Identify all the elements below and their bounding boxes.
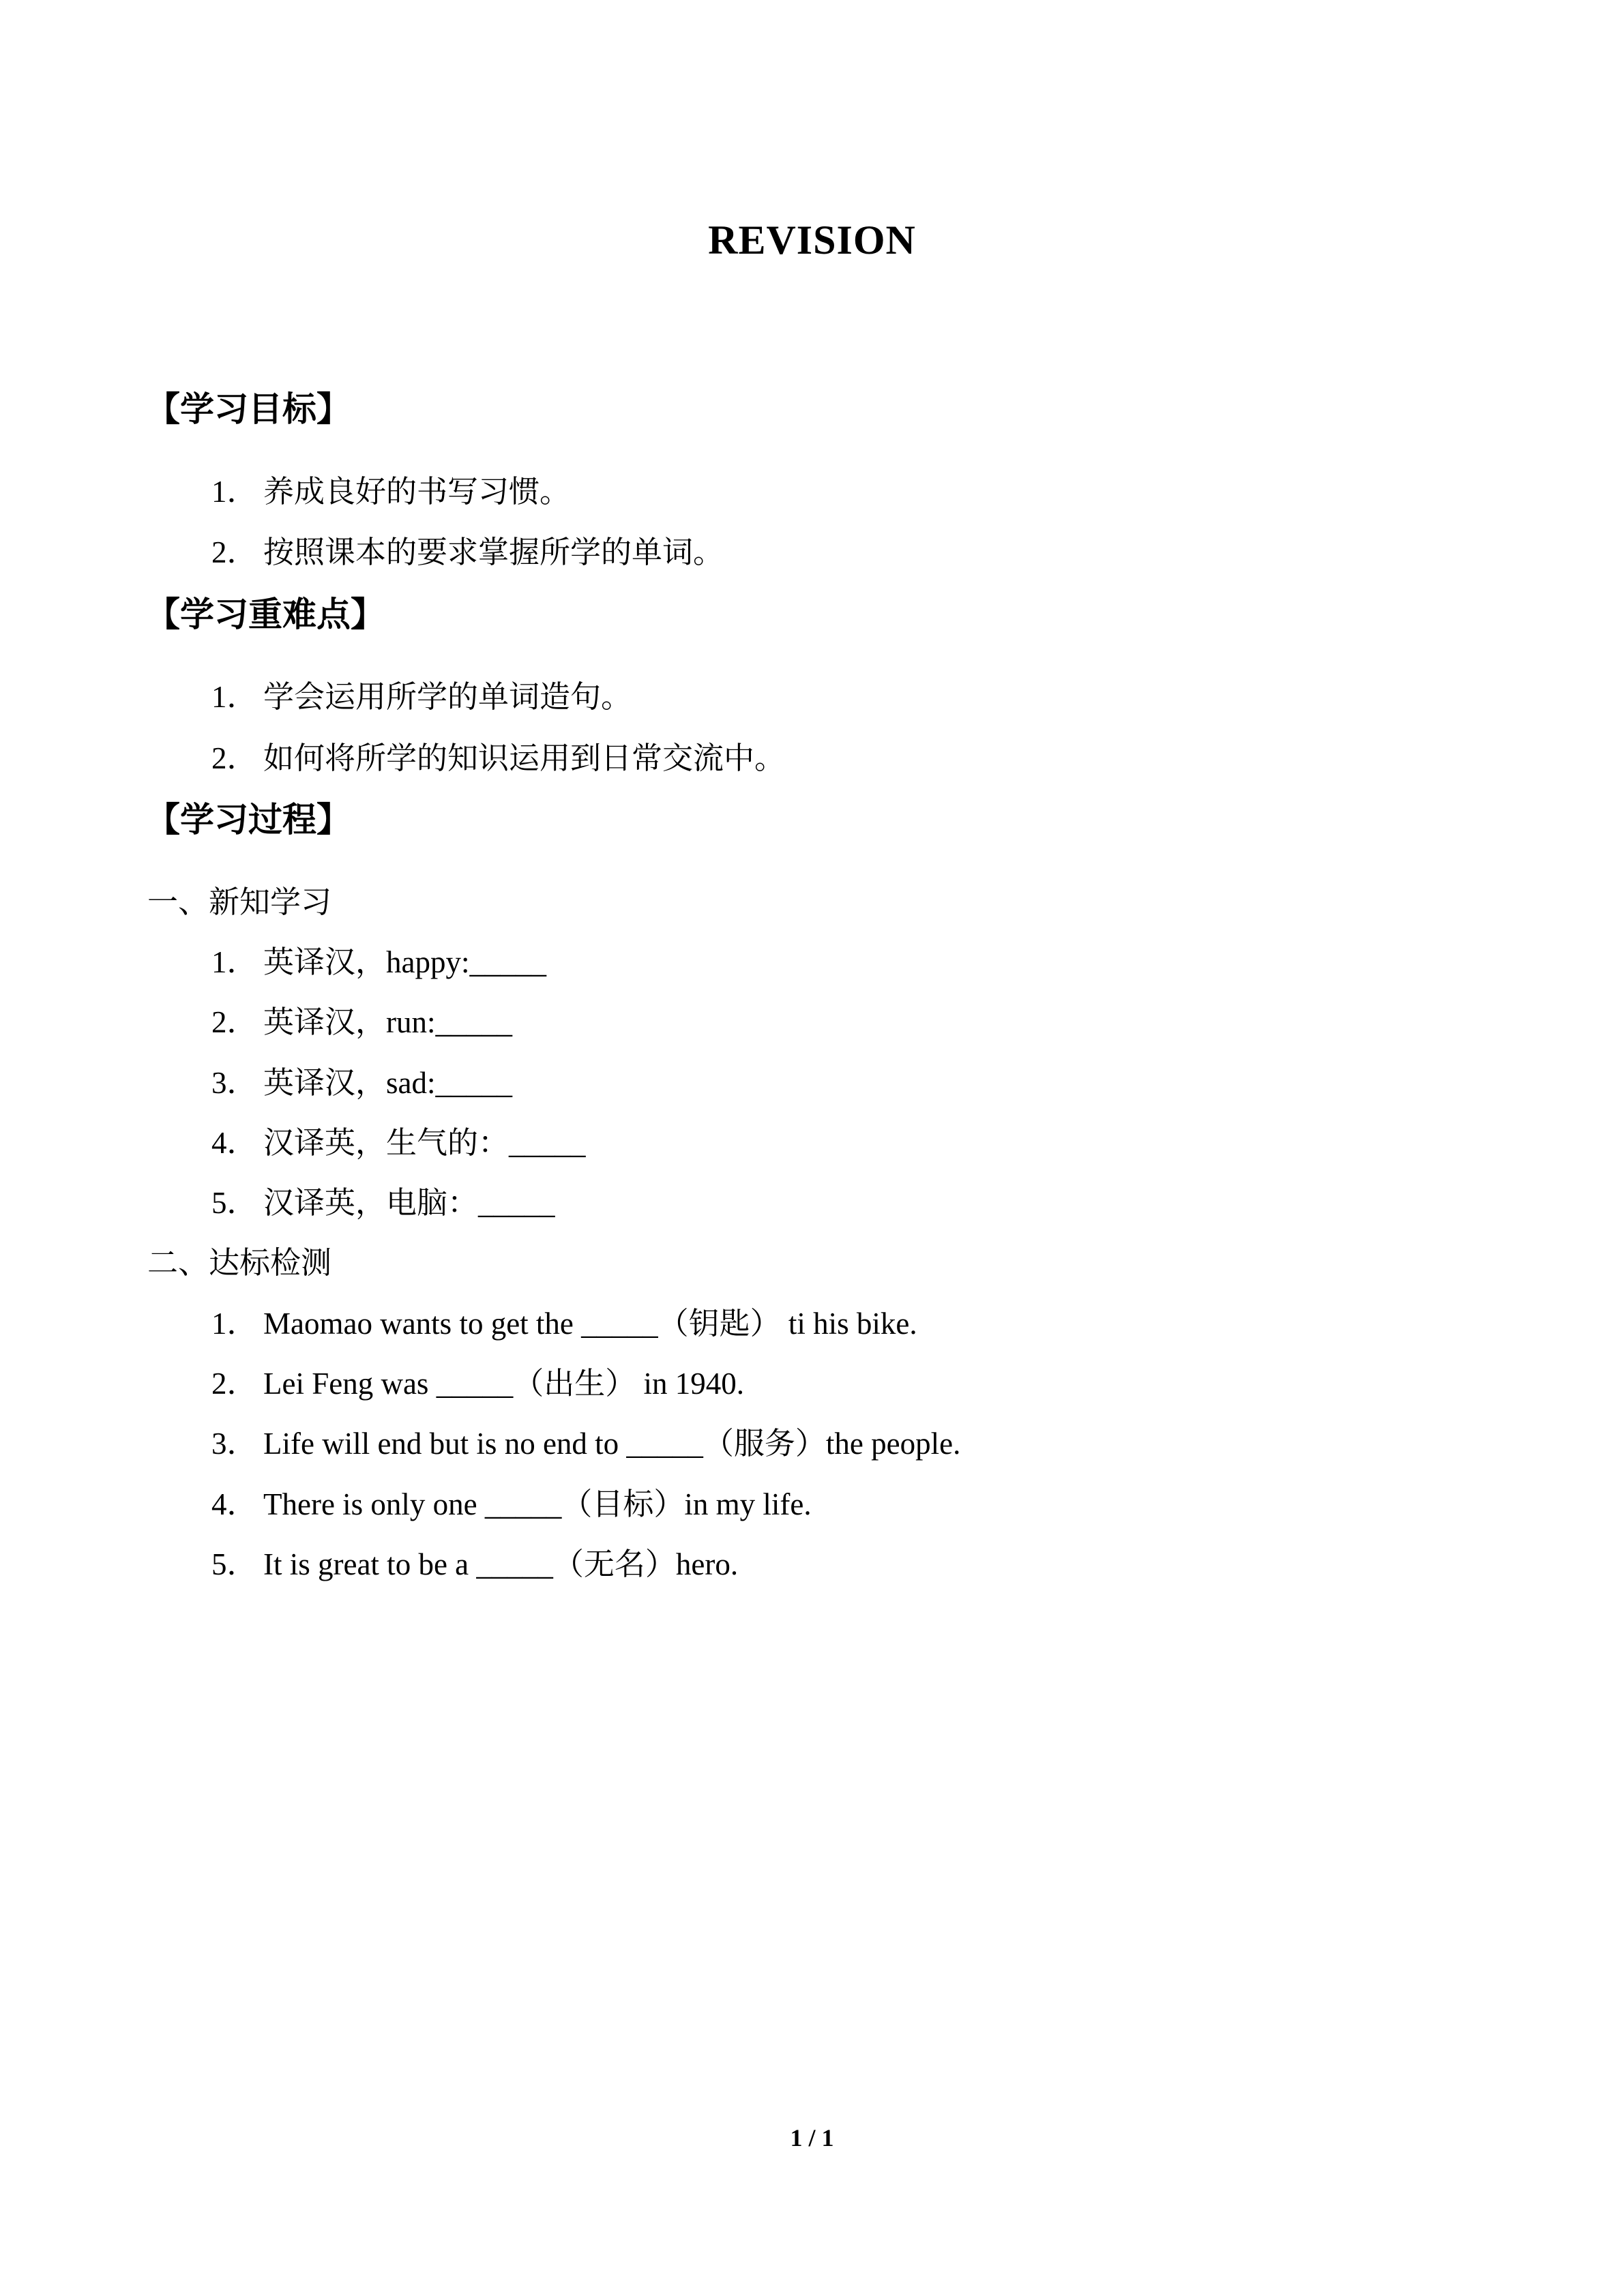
exercise-item [211,1002,512,1043]
item-text: 如何将所学的知识运用到日常交流中。 [263,741,786,775]
item-text: Lei Feng was _____（出生） in 1940. [263,1367,744,1401]
key-point-item [211,738,785,779]
item-text: 英译汉，run:_____ [263,1005,512,1039]
item-number: 2． [211,741,258,775]
item-text: 按照课本的要求掌握所学的单词。 [263,535,724,569]
item-text: 汉译英，电脑：_____ [263,1186,555,1220]
exercise-item [211,1303,917,1344]
item-text: 汉译英，生气的：_____ [263,1126,586,1160]
exercise-item [211,1363,744,1404]
item-number: 1． [211,1307,258,1341]
sub-heading-assessment: 二、达标检测 [147,1246,332,1280]
item-number: 1． [211,680,258,714]
section-heading-process: 【学习过程】 [146,800,351,839]
item-number: 2． [211,1367,258,1401]
key-point-item [211,676,632,717]
section-heading-goals: 【学习目标】 [146,389,351,429]
item-text: 学会运用所学的单词造句。 [263,680,632,714]
exercise-item [211,1544,738,1585]
item-number: 5． [211,1186,258,1220]
item-text: Maomao wants to get the _____（钥匙） ti his bike. [263,1307,917,1341]
item-text: Life will end but is no end to _____（服务）the people. [263,1427,961,1461]
exercise-item [211,1062,512,1103]
item-text: There is only one _____（目标）in my life. [263,1487,812,1521]
exercise-item [211,942,546,983]
exercise-item [211,1423,960,1464]
item-number: 4． [211,1487,258,1521]
item-text: It is great to be a _____（无名）hero. [263,1547,739,1581]
item-number: 5． [211,1547,258,1581]
item-number: 2． [211,535,258,569]
item-text: 养成良好的书写习惯。 [263,475,571,509]
page-number: 1 / 1 [790,2124,834,2151]
exercise-item [211,1122,586,1163]
item-number: 1． [211,475,258,509]
goal-item [211,532,724,573]
item-number: 4． [211,1126,258,1160]
item-number: 3． [211,1427,258,1461]
sub-heading-new-knowledge: 一、新知学习 [147,885,332,919]
section-heading-key-points: 【学习重难点】 [146,595,385,634]
item-number: 2． [211,1005,258,1039]
item-number: 3． [211,1066,258,1100]
exercise-item [211,1484,812,1525]
document-title: REVISION [708,218,916,263]
item-text: 英译汉，sad:_____ [263,1066,512,1100]
item-number: 1． [211,945,258,979]
item-text: 英译汉，happy:_____ [263,945,546,979]
exercise-item [211,1182,555,1223]
goal-item [211,471,570,512]
